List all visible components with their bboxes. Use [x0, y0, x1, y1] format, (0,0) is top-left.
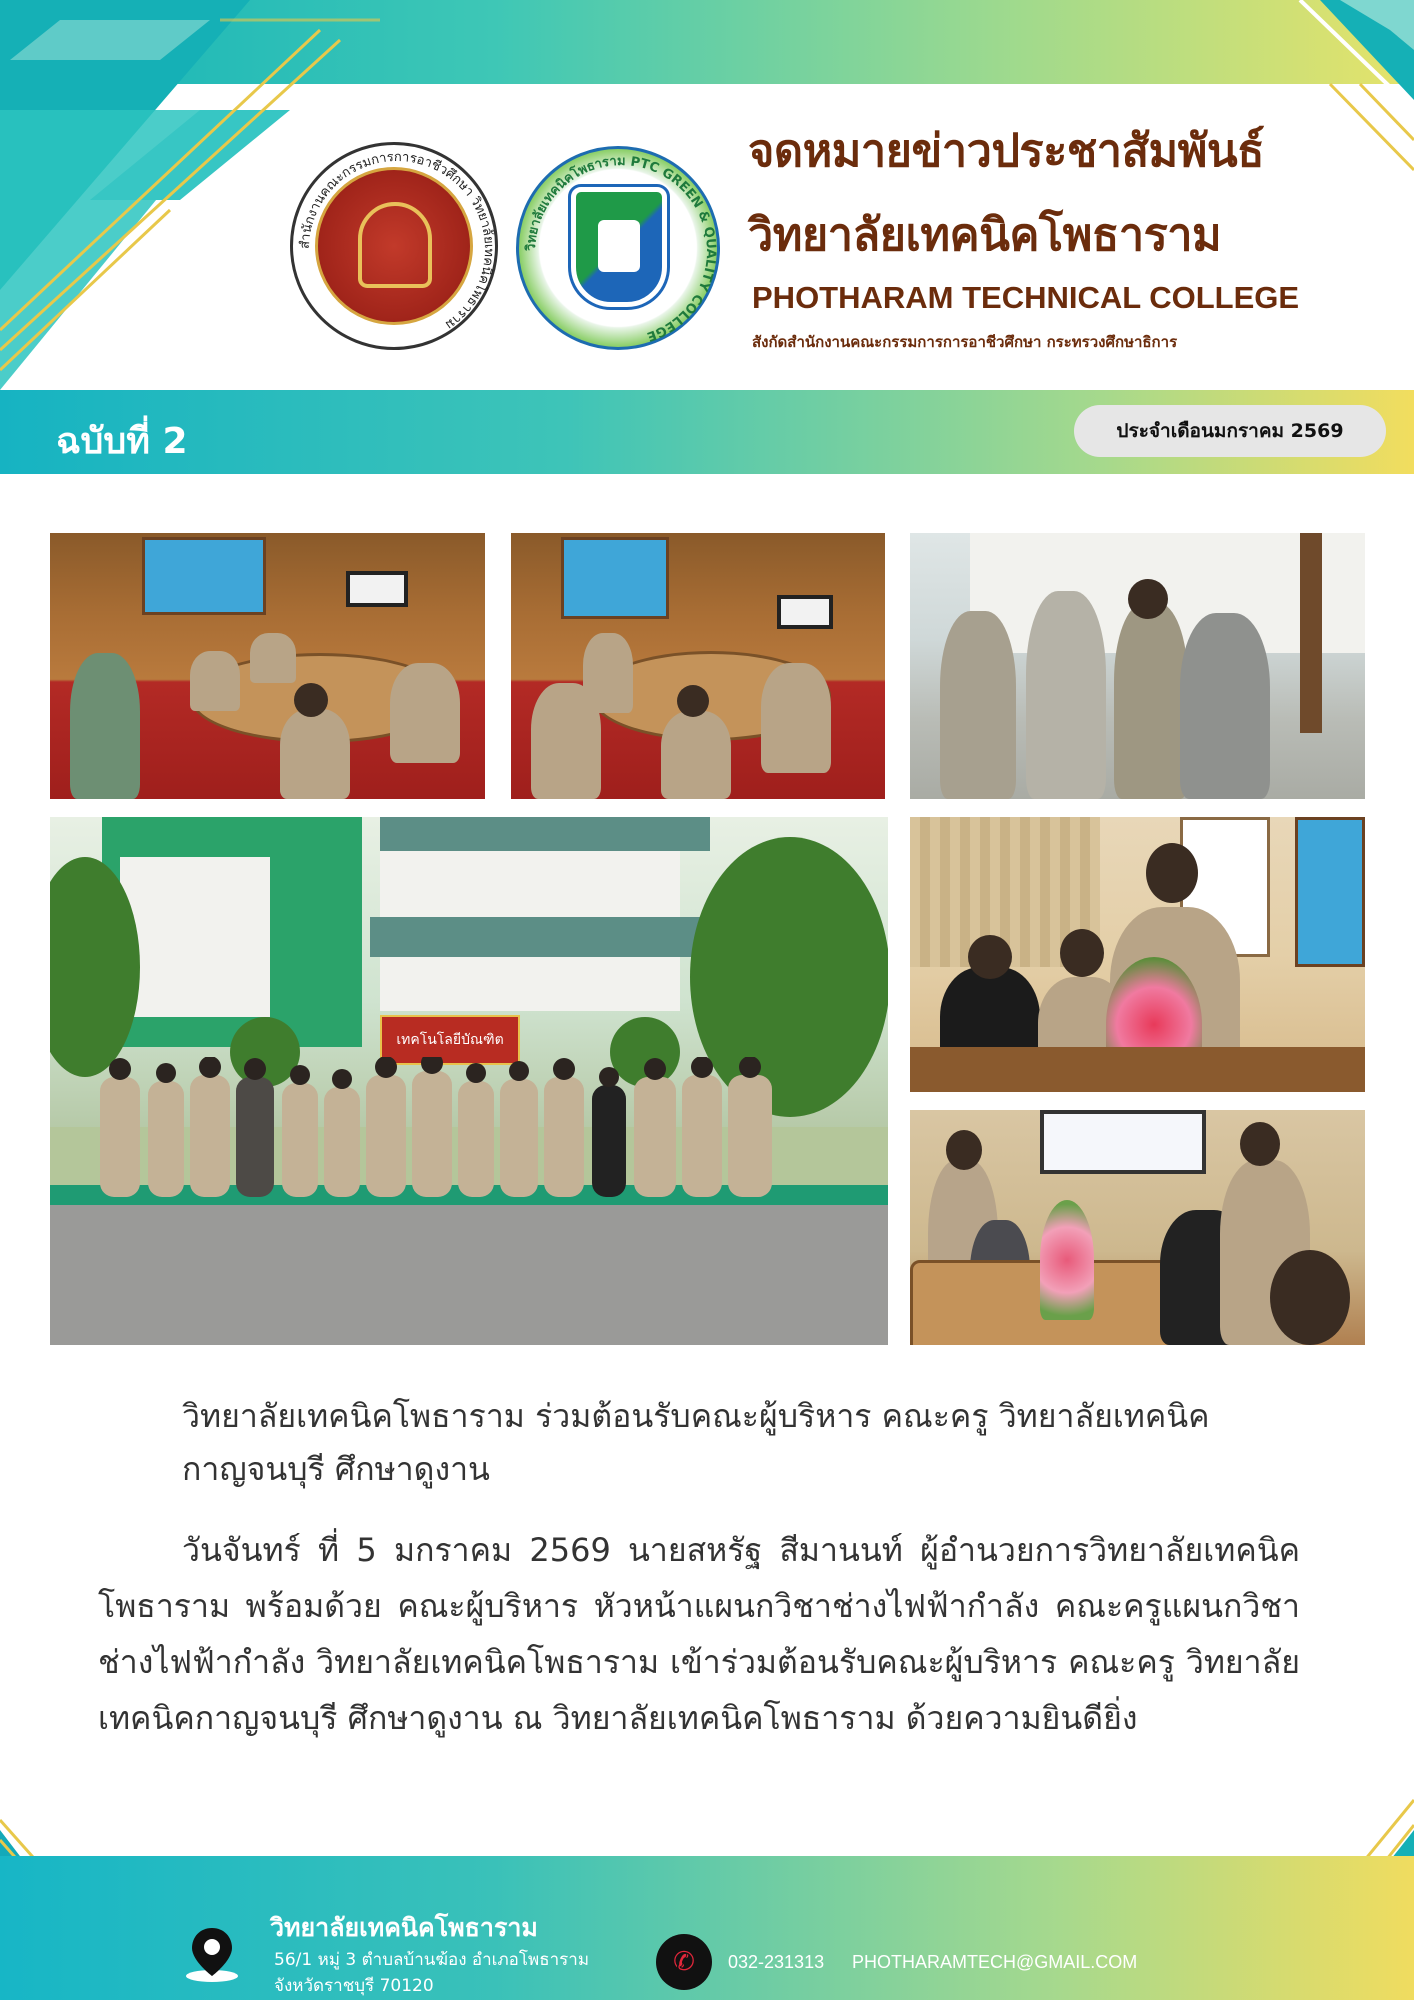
ptc-logo-text: วิทยาลัยเทคนิคโพธาราม PTC GREEN & QUALITY COLLEGE — [523, 153, 719, 344]
photo-roof — [380, 817, 710, 851]
photo-board — [142, 537, 266, 615]
svg-text:สำนักงานคณะกรรมการการอาชีวศึกษ — [298, 150, 496, 332]
photo-tree-trunk — [1300, 533, 1322, 733]
affiliation-subtitle: สังกัดสำนักงานคณะกรรมการการอาชีวศึกษา กระทรวงศึกษาธิการ — [752, 333, 1178, 351]
college-name-english: PHOTHARAM TECHNICAL COLLEGE — [752, 280, 1300, 315]
photo-roof-lower — [370, 917, 700, 957]
photo-board — [561, 537, 669, 619]
photo-person — [1026, 591, 1106, 799]
photo-presentation-screen — [1040, 1110, 1206, 1174]
photo-person-head — [968, 935, 1012, 979]
photo-person — [661, 711, 731, 799]
photo-sign-text: เทคโนโลยีบัณฑิต — [396, 1032, 504, 1048]
footer-email[interactable]: PHOTHARAMTECH@GMAIL.COM — [852, 1952, 1138, 1972]
photo-speaker-head — [1146, 843, 1198, 903]
photo-group-front-building — [50, 817, 888, 1345]
issue-number: ฉบับที่ 2 — [56, 421, 188, 462]
issue-month-badge: ประจำเดือนมกราคม 2569 — [1074, 405, 1386, 457]
photo-person — [190, 651, 240, 711]
photo-flower-vase — [1040, 1200, 1094, 1320]
photo-person-head — [677, 685, 709, 717]
seal-text: สำนักงานคณะกรรมการการอาชีวศึกษา วิทยาลัยเทคนิคโพธาราม — [297, 149, 497, 333]
photo-chair — [70, 653, 140, 799]
photo-table-edge — [910, 1047, 1365, 1092]
footer-address-line2: จังหวัดราชบุรี 70120 — [274, 1976, 434, 1996]
photo-meeting-room-1 — [50, 533, 485, 799]
photo-person — [531, 683, 601, 799]
photo-meeting-camera — [910, 1110, 1365, 1345]
article-body: วันจันทร์ ที่ 5 มกราคม 2569 นายสหรัฐ สีมานนท์ ผู้อำนวยการวิทยาลัยเทคนิคโพธาราม พร้อมด้วย คณะผู้บริหาร หัวหน้าแผนกวิชาช่างไฟฟ้ากำลัง คณะครูแผนกวิชาช่างไฟฟ้ากำลัง วิทยาลัยเทคนิคโพธาราม เข้าร่วมต้อนรับคณะผู้บริหาร คณะครู วิทยาลัยเทคนิคกาญจนบุรี ศึกษาดูงาน ณ วิทยาลัยเทคนิคโพธาราม ด้วยความยินดียิ่ง — [98, 1531, 1300, 1737]
footer-address-line1: 56/1 หมู่ 3 ตำบลบ้านฆ้อง อำเภอโพธาราม — [274, 1950, 590, 1970]
photo-person-head — [946, 1130, 982, 1170]
photo-group-silhouettes — [100, 1057, 820, 1197]
photo-person — [761, 663, 831, 773]
photo-building-window — [120, 857, 270, 1017]
phone-icon: ✆ — [656, 1934, 712, 1990]
photo-person — [250, 633, 296, 683]
photo-road — [50, 1205, 888, 1345]
footer-college-name: วิทยาลัยเทคนิคโพธาราม — [270, 1913, 538, 1942]
ovec-seal-logo — [290, 142, 498, 350]
ptc-mark: PTC — [604, 232, 638, 250]
photo-poster — [1295, 817, 1365, 967]
photo-greeting-outdoor — [910, 533, 1365, 799]
article-headline: วิทยาลัยเทคนิคโพธาราม ร่วมต้อนรับคณะผู้บริหาร คณะครู วิทยาลัยเทคนิคกาญจนบุรี ศึกษาดูงาน — [182, 1397, 1210, 1488]
photo-person — [1180, 613, 1270, 799]
photo-person-head — [1060, 929, 1104, 977]
photo-person-head — [1270, 1250, 1350, 1345]
footer-phone[interactable]: 032-231313 — [728, 1952, 825, 1972]
photo-group-people — [100, 1057, 820, 1197]
photo-meeting-room-2 — [511, 533, 885, 799]
photo-person-head — [294, 683, 328, 717]
photo-person — [280, 709, 350, 799]
photo-person-head — [1240, 1122, 1280, 1166]
photo-person-head — [1128, 579, 1168, 619]
photo-person — [940, 611, 1016, 799]
map-pin-icon — [184, 1926, 240, 1982]
newsletter-title: จดหมายข่าวประชาสัมพันธ์ — [748, 124, 1265, 177]
seal-ring-text — [293, 145, 501, 353]
photo-tv — [346, 571, 408, 607]
photo-speaker-flowers — [910, 817, 1365, 1092]
photo-person — [390, 663, 460, 763]
photo-person — [1114, 603, 1188, 799]
ptc-green-quality-logo — [516, 146, 720, 350]
college-name-thai: วิทยาลัยเทคนิคโพธาราม — [748, 208, 1222, 261]
photo-tv — [777, 595, 833, 629]
